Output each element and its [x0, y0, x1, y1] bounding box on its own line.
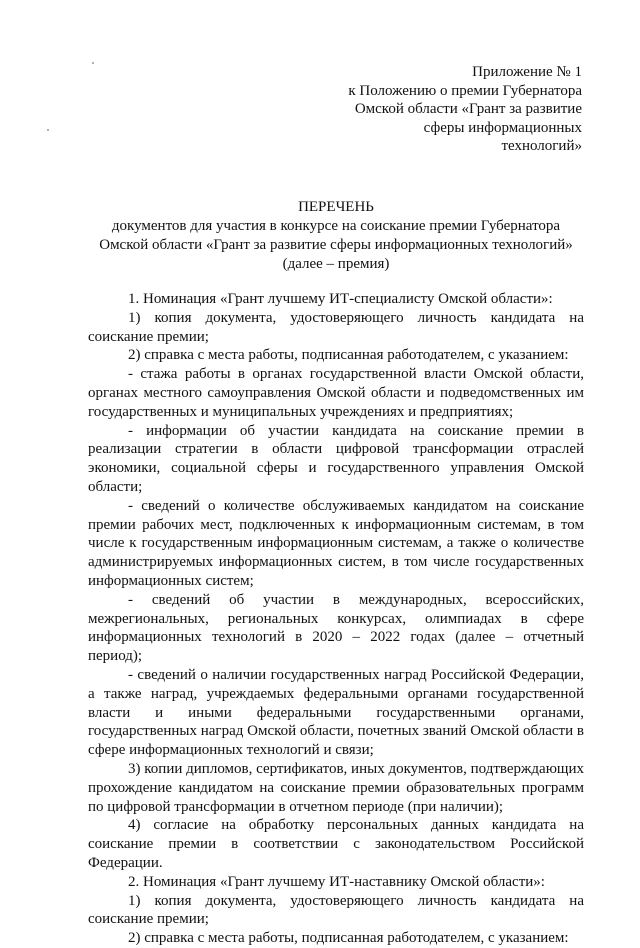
paragraph: 1) копия документа, удостоверяющего личность кандидата на соискание премии;	[88, 309, 584, 345]
paragraph: 2) справка с места работы, подписанная работодателем, с указанием:	[128, 347, 569, 364]
paragraph: 1) копия документа, удостоверяющего личность кандидата на соискание премии;	[88, 892, 584, 928]
paragraph: - сведений о наличии государственных наград Российской Федерации, а также наград, учреждаемых федеральными органами государственной власти и иными федеральными государственными органами, государственных наград Омской области, почетных званий Омской области в сфере информационных технологий и связи;	[88, 666, 584, 759]
scan-speck	[92, 62, 94, 64]
paragraph: - информации об участии кандидата на соискание премии в реализации стратегии в области цифровой трансформации отраслей экономики, социальной сферы и государственного управления Омской области;	[88, 422, 584, 495]
title-line: Омской области «Грант за развитие сферы информационных технологий»	[99, 237, 573, 253]
header-line: Приложение № 1	[472, 64, 582, 80]
paragraph: 3) копии дипломов, сертификатов, иных документов, подтверждающих прохождение кандидатом на соискание премии образовательных программ по цифровой трансформации в отчетном периоде (при наличии);	[88, 760, 584, 815]
paragraph: 1. Номинация «Грант лучшему ИТ-специалисту Омской области»:	[128, 291, 553, 307]
title-line: документов для участия в конкурсе на соискание премии Губернатора	[111, 218, 561, 234]
paragraph: 4) согласие на обработку персональных данных кандидата на соискание премии в соответствии с законодательством Российской Федерации.	[88, 817, 584, 871]
paragraph: - сведений об участии в международных, всероссийских, межрегиональных, региональных конкурсах, олимпиадах в сфере информационных технологий в 2020 – 2022 годах (далее – отчетный период);	[88, 591, 584, 665]
paragraph: - сведений о количестве обслуживаемых кандидатом на соискание премии рабочих мест, подключенных к информационным системам, в том числе к государственным информационным системам, а также о количестве администрируемых информационных систем, в том числе государственных информационных систем;	[88, 497, 584, 589]
header-line: сферы информационных	[423, 119, 582, 136]
header-line: технологий»	[501, 138, 582, 154]
header-line: к Положению о премии Губернатора	[348, 82, 582, 99]
title-heading: ПЕРЕЧЕНЬ	[298, 199, 374, 215]
paragraph: 2) справка с места работы, подписанная работодателем, с указанием:	[128, 930, 569, 947]
appendix-header	[292, 63, 582, 156]
scan-speck	[47, 129, 49, 131]
document-title	[88, 198, 584, 274]
header-line: Омской области «Грант за развитие	[354, 101, 582, 117]
document-body	[88, 290, 584, 948]
paragraph: - стажа работы в органах государственной власти Омской области, органах местного самоуправления Омской области и подведомственных им государственных и муниципальных учреждениях и предприятиях;	[88, 366, 584, 420]
paragraph: 2. Номинация «Грант лучшему ИТ-наставнику Омской области»:	[128, 873, 545, 890]
title-line: (далее – премия)	[282, 256, 390, 272]
